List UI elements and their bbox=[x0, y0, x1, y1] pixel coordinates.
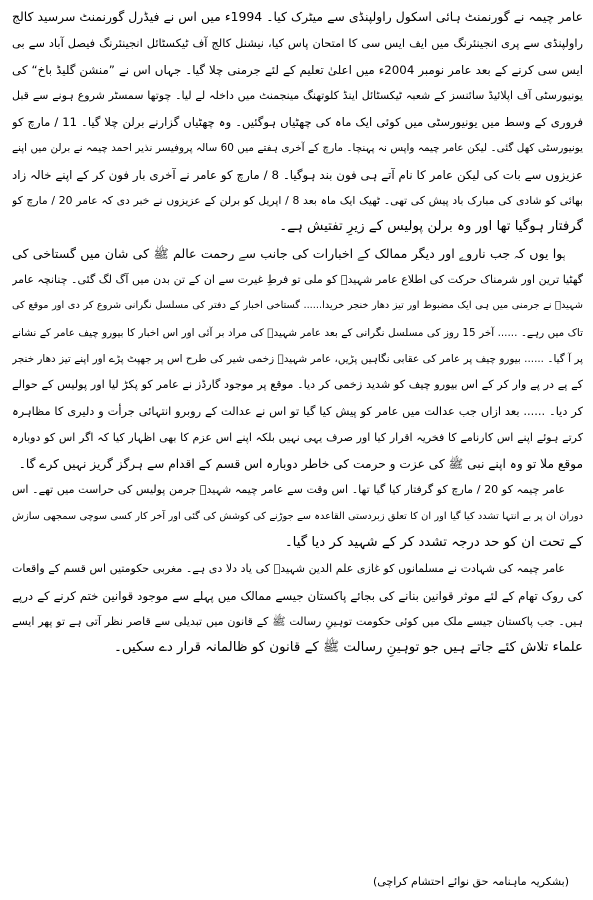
text-line: راولپنڈی سے پری انجینئرنگ میں ایف ایس سی کا امتحان پاس کیا، نیشنل کالج آف ٹیکسٹائل انجینئرنگ فیصل آباد سے بی bbox=[12, 36, 583, 51]
text-line: علماء تلاش کئے جاتے ہیں جو توہینِ رسالت ﷺ کے قانون کو ظالمانہ قرار دے سکیں۔ bbox=[114, 640, 583, 656]
text-line: بھائی کو شادی کی مبارک باد پیش کی تھی۔ ٹھیک ایک ماہ بعد 8 / اپریل کو برلن کے عزیزوں نے خبر دی کہ عامر 20 / مارچ کو bbox=[12, 194, 583, 208]
text-line: کے پے در پے وار کر کے اس بیورو چیف کو شدید زخمی کر دیا۔ موقع پر موجود گارڈز نے عامر کو پکڑ لیا اور پولیس کے حوالے bbox=[12, 378, 583, 392]
paragraph-conclusion bbox=[12, 556, 583, 661]
text-line: گرفتار ہوگیا تھا اور وہ برلن پولیس کے زیرِ تفتیش ہے۔ bbox=[279, 219, 583, 235]
text-line: پر آ گیا۔ ...... بیورو چیف پر عامر کی عقابی نگاہیں پڑیں، عامر شہیدؒ زخمی شیر کی طرح اس پر جھپٹ پڑے اور اپنے تیز دھار خنجر bbox=[12, 352, 583, 365]
text-line: گھٹیا ترین اور شرمناک حرکت کی اطلاع عامر شہیدؒ کو ملی تو فرطِ غیرت سے ان کے تن بدن میں آگ لگ گئی۔ چنانچہ عامر bbox=[12, 272, 583, 286]
text-line: تاک میں رہے۔ ...... آخر 15 روز کی مسلسل نگرانی کے بعد عامر شہیدؒ کی مراد بر آئی اور اس اخبار کا بیورو چیف عامر کے نشانے bbox=[12, 326, 583, 339]
text-line: کرتے ہوئے اپنے اس کارنامے کا فخریہ اقرار کیا اور صرف یہی نہیں بلکہ اپنے اس عزم کا بھی اظہار کیا کہ اگر اس کو دوبارہ bbox=[12, 430, 583, 444]
text-line: عامر چیمہ نے گورنمنٹ ہائی اسکول راولپنڈی سے میٹرک کیا۔ 1994ء میں اس نے فیڈرل گورنمنٹ سرسید کالج bbox=[12, 9, 583, 24]
text-line: عزیزوں سے بات کی لیکن عامر کا نام آتے ہی فون بند ہوگیا۔ 8 / مارچ کو عامر نے آخری بار فون کر کے اپنے خالہ زاد bbox=[12, 167, 583, 182]
text-line: ہیں۔ جب پاکستان جیسے ملک میں کوئی حکومت توہینِ رسالت ﷺ کے قانون میں تبدیلی سے قاصر نظر آتی ہے تو پھر ایسے bbox=[12, 614, 583, 628]
text-line: عامر چیمہ کو 20 / مارچ کو گرفتار کیا گیا تھا۔ اس وقت سے عامر چیمہ شہیدؒ جرمن پولیس کی حراست میں تھے۔ اس bbox=[12, 483, 565, 497]
text-line: فروری کے وسط میں یونیورسٹی میں کوئی ایک ماہ کی چھٹیاں ہوگئیں۔ وہ چھٹیاں گزارنے برلن چلا گیا۔ 11 / مارچ کو bbox=[12, 115, 583, 130]
text-line: ایس سی کرنے کے بعد عامر نومبر 2004ء میں اعلیٰ تعلیم کے لئے جرمنی چلا گیا۔ جہاں اس نے ”منشن گلیڈ باخ“ کی bbox=[12, 62, 583, 77]
text-line: یونیورسٹی آف اپلائیڈ سائنسز کے شعبہ ٹیکسٹائل اینڈ کلوتھنگ مینجمنٹ میں داخلہ لے لیا۔ چوتھا سمسٹر شروع ہونے سے قبل bbox=[12, 88, 583, 102]
text-line: دوران ان پر بے انتہا تشدد کیا گیا اور ان کا تعلق زبردستی القاعدہ سے جوڑنے کی کوشش کی گئی اور آخر کار کسی سوچی سمجھی سازش bbox=[12, 510, 583, 522]
text-line: موقع ملا تو وہ اپنے نبی ﷺ کی عزت و حرمت کی خاطر دوبارہ اس قسم کے اقدام سے ہرگز گریز نہیں کرے گا۔ bbox=[18, 457, 583, 472]
text-line: عامر چیمہ کی شہادت نے مسلمانوں کو غازی علم الدین شہیدؒ کی یاد دلا دی ہے۔ مغربی حکومتیں اس قسم کے واقعات bbox=[12, 562, 565, 576]
paragraph-incident bbox=[12, 241, 583, 478]
text-line: ہوا یوں کہ جب ناروے اور دیگر ممالک کے اخبارات کی جانب سے رحمت عالم ﷺ کی شان میں گستاخی کی bbox=[12, 245, 565, 261]
source-credit: (بشکریہ ماہنامہ حق نوائے احتشام کراچی) bbox=[372, 875, 569, 888]
text-line: یونیورسٹی کھل گئی۔ لیکن عامر چیمہ واپس نہ پہنچا۔ مارچ کے آخری ہفتے میں 60 سالہ پروفیسر نذیر احمد چیمہ نے برلن میں اپنے bbox=[12, 142, 583, 155]
paragraph-custody bbox=[12, 477, 583, 556]
text-line: کی روک تھام کے لئے موثر قوانین بنانے کی بجائے پاکستان جیسے ممالک میں پہلے سے موجود قوانین ختم کرنے کے درپے bbox=[12, 588, 583, 603]
text-line: کے تحت ان کو حد درجہ تشدد کر کے شہید کر دیا گیا۔ bbox=[284, 534, 583, 550]
text-line: کر دیا۔ ...... بعد ازاں جب عدالت میں عامر کو پیش کیا گیا تو اس نے عدالت کے روبرو انتہائی جرأت و دلیری کا مظاہرہ bbox=[12, 404, 583, 419]
text-line: شہیدؒ نے جرمنی میں ہی ایک مضبوط اور تیز دھار خنجر خریدا...... گستاخی اخبار کے دفتر کی مسلسل نگرانی شروع کر دی اور موقع کی bbox=[12, 300, 583, 312]
paragraph-biography bbox=[12, 4, 583, 241]
